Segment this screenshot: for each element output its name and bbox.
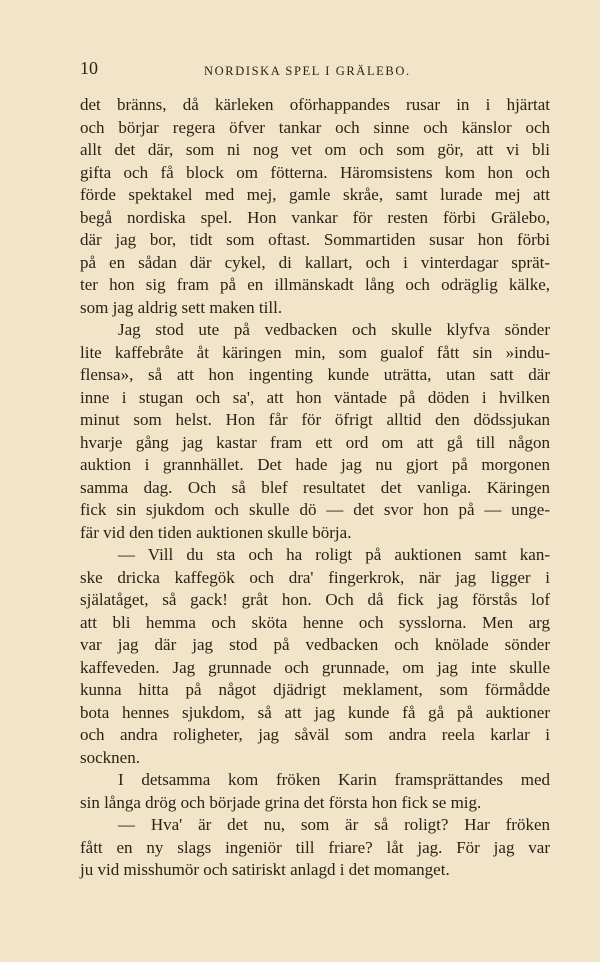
text-line: ske dricka kaffegök och dra' fingerkrok, när jag ligger i — [80, 567, 550, 587]
text-line: ter hon sig fram på en illmänskadt lång och odräglig kälke, — [80, 275, 550, 294]
text-line: — Vill du sta och ha roligt på auktionen samt kan- — [118, 545, 550, 564]
running-title: NORDISKA SPEL I GRÄLEBO. — [204, 64, 411, 78]
text-line: fick sin sjukdom och skulle dö — det svor hon på — unge- — [80, 500, 550, 519]
text-line: Jag stod ute på vedbacken och skulle klyfva sönder — [118, 320, 550, 339]
text-line: som jag aldrig sett maken till. — [80, 297, 283, 317]
text-line: det bränns, då kärleken oförhappandes rusar in i hjärtat — [80, 95, 550, 114]
text-line: var jag där jag stod på vedbacken och knölade sönder — [80, 635, 550, 654]
text-line: och börjar regera öfver tankar och sinne och känslor och — [80, 117, 550, 137]
text-line: att bli hemma och sköta henne och sysslorna. Men arg — [80, 612, 550, 632]
text-line: och andra roligheter, jag såväl som andra reela karlar i — [80, 725, 550, 744]
text-line: socknen. — [80, 747, 140, 767]
text-line: förde spektakel med mej, gamle skråe, samt lurade mej att — [80, 185, 550, 204]
text-line: begå nordiska spel. Hon vankar för resten förbi Grälebo, — [80, 207, 550, 227]
text-line: inne i stugan och sa', att hon väntade på döden i hvilken — [80, 387, 550, 407]
text-line: kaffeveden. Jag grunnade och grunnade, om jag inte skulle — [80, 657, 550, 677]
text-line: allt det där, som ni nog vet om och som gör, att vi bli — [80, 140, 550, 159]
text-line: hvarje gång jag kastar fram ett ord om att gå till någon — [80, 432, 550, 452]
text-line: själatåget, så gack! gråt hon. Och då fick jag förstås lof — [80, 590, 550, 609]
text-line: där jag bor, tidt som oftast. Sommartiden susar hon förbi — [80, 230, 550, 249]
text-line: samma dag. Och så blef resultatet det vanliga. Käringen — [80, 477, 550, 497]
text-line: kunna hitta på något djädrigt meklament, som förmådde — [80, 680, 550, 699]
body-text — [80, 94, 550, 882]
page-number: 10 — [80, 58, 98, 78]
text-line: fått en ny slags ingeniör till friare? låt jag. För jag var — [80, 837, 550, 857]
text-line: sin långa drög och började grina det första hon fick se mig. — [80, 792, 482, 812]
text-line: I detsamma kom fröken Karin framsprättandes med — [118, 770, 550, 789]
text-line: — Hva' är det nu, som är så roligt? Har fröken — [118, 815, 550, 834]
text-line: lite kaffebråte åt käringen min, som gualof fått sin »indu- — [80, 342, 550, 362]
page-header — [80, 58, 550, 84]
text-line: fär vid den tiden auktionen skulle börja. — [80, 522, 352, 542]
text-line: ju vid misshumör och satiriskt anlagd i det momanget. — [80, 860, 450, 879]
text-line: gifta och få block om fötterna. Häromsistens kom hon och — [80, 162, 550, 182]
text-line: på en sådan där cykel, di kallart, och i vinterdagar sprät- — [80, 252, 550, 272]
text-line: bota hennes sjukdom, så att jag kunde få gå på auktioner — [80, 702, 550, 722]
text-line: auktion i grannhället. Det hade jag nu gjort på morgonen — [80, 455, 550, 474]
text-line: minut som helst. Hon får för öfrigt alltid den dödssjukan — [80, 410, 550, 429]
text-line: flensa», så att hon ingenting kunde uträtta, utan satt där — [80, 365, 550, 384]
